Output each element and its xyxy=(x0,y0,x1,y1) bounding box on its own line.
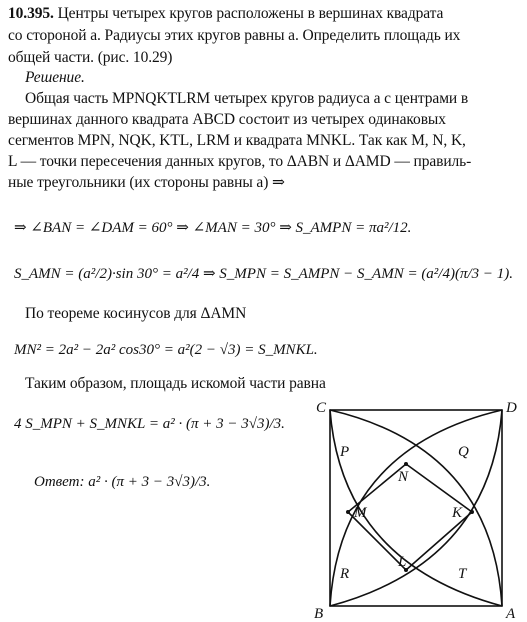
solution-line-5: ные треугольники (их стороны равны a) ⇒ xyxy=(8,174,285,191)
label-p: P xyxy=(340,444,350,460)
problem-line-1 xyxy=(8,4,443,24)
solution-heading: Решение. xyxy=(25,69,85,86)
point-n-dot xyxy=(404,462,408,466)
label-n: N xyxy=(398,469,409,485)
problem-text-1: Центры четырех кругов расположены в вершинах квадрата xyxy=(57,5,444,22)
formula-cosine: MN² = 2a² − 2a² cos30° = a²(2 − √3) = S_MNKL. xyxy=(14,342,318,358)
point-m-dot xyxy=(346,510,350,514)
formula-total: 4 S_MPN + S_MNKL = a² · (π + 3 − 3√3)/3. xyxy=(14,416,285,432)
label-q: Q xyxy=(458,444,469,460)
label-b: B xyxy=(314,606,324,620)
solution-line-3: сегментов MPN, NQK, KTL, LRM и квадрата MNKL. Так как M, N, K, xyxy=(8,132,466,149)
formula-segment-area: S_AMN = (a²/2)·sin 30° = a²/4 ⇒ S_MPN = S_AMPN − S_AMN = (a²/4)(π/3 − 1). xyxy=(14,266,514,282)
solution-line-2: вершинах данного квадрата ABCD состоит из четырех одинаковых xyxy=(8,111,446,128)
solution-line-4: L — точки пересечения данных кругов, то ΔABN и ΔAMD — правиль- xyxy=(8,153,472,170)
problem-text-2: со стороной a. Радиусы этих кругов равны a. Определить площадь их xyxy=(8,27,461,44)
answer-value: a² · (π + 3 − 3√3)/3. xyxy=(88,474,211,490)
label-t: T xyxy=(458,566,467,582)
figure-four-circles xyxy=(290,398,522,620)
label-d: D xyxy=(506,400,517,416)
label-a: A xyxy=(506,606,516,620)
label-k: K xyxy=(452,505,463,521)
formula-angles: ⇒ ∠BAN = ∠DAM = 60° ⇒ ∠MAN = 30° ⇒ S_AMPN = πa²/12. xyxy=(14,220,412,236)
point-k-dot xyxy=(470,510,474,514)
thus-heading: Таким образом, площадь искомой части равна xyxy=(25,375,326,392)
solution-line-1: Общая часть MPNQKTLRM четырех кругов радиуса a с центрами в xyxy=(25,90,469,107)
cosine-heading: По теореме косинусов для ΔAMN xyxy=(25,305,247,322)
label-l: L xyxy=(398,554,407,570)
answer-line xyxy=(34,472,210,492)
problem-text-3: общей части. (рис. 10.29) xyxy=(8,49,173,66)
label-m: M xyxy=(354,505,367,521)
problem-number: 10.395. xyxy=(8,5,54,22)
answer-label: Ответ: xyxy=(34,474,85,490)
label-c: C xyxy=(316,400,327,416)
label-r: R xyxy=(340,566,350,582)
